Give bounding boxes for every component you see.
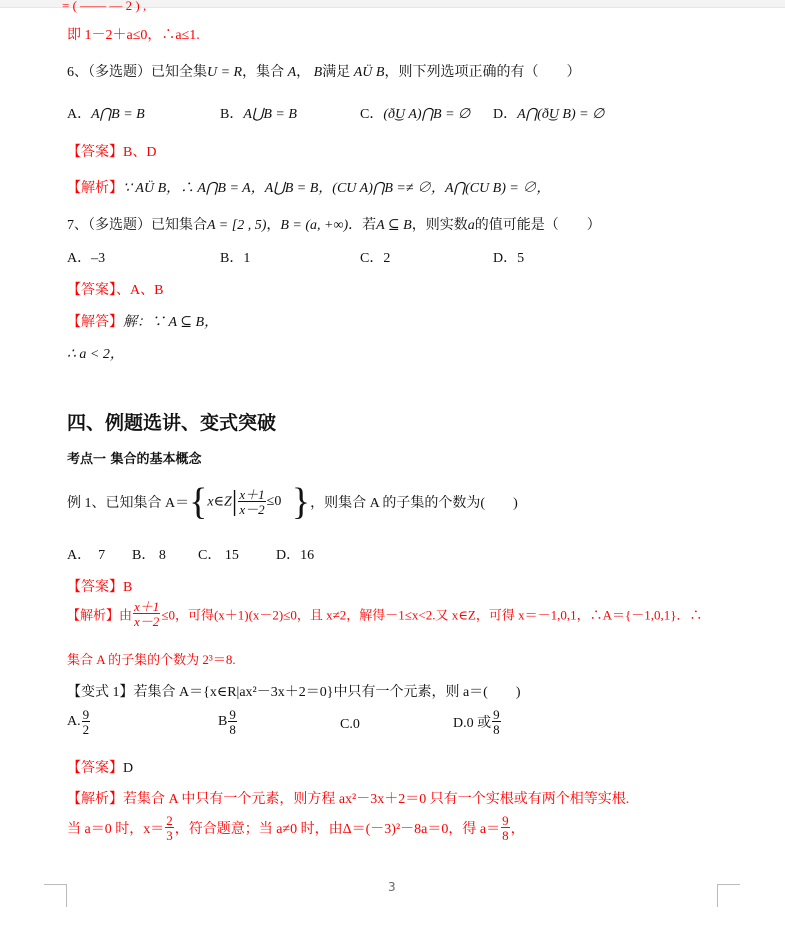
- ex1-stem: 例 1、已知集合 A＝{x∈Z| $\frac{x+1}{x-2}$ ≤0 }，则集合 A 的子集的个数为( ): [67, 481, 518, 523]
- var1-option-c: C.0: [340, 717, 360, 732]
- q6-option-c: C．(ð͜U A)⋂B = ∅: [360, 107, 471, 122]
- var1-analysis: 【解析】若集合 A 中只有一个元素，则方程 ax²－3x＋2＝0 只有一个实根或有两个相等实根.: [67, 792, 630, 807]
- var1-answer: 【答案】D: [67, 761, 134, 776]
- ex1-analysis: 【解析】由 $\frac{x+1}{x-2}$ ≤0，可得(x＋1)(x－2)≤0，且 x≠2，解得－1≤x<2.又 x∈Z，可得 x＝－1,0,1，∴A＝{－1,0,1}．∴: [67, 599, 703, 629]
- var1-option-b: B $\frac{9}{8}$: [218, 707, 236, 737]
- q6-text: ，集合: [242, 65, 285, 80]
- ex1-option-c: C． 15: [198, 548, 239, 563]
- ex1-answer: 【答案】B: [67, 580, 133, 595]
- section-title: 四、例题选讲、变式突破: [67, 412, 277, 434]
- q6-set-b: B: [313, 65, 323, 80]
- q6-analysis: 【解析】∵ AÜ B，∴ A⋂B = A，A⋃B = B，(CU A)⋂B =≠ ∅，A⋂(CU B) = ∅，: [67, 181, 551, 196]
- q7-option-b: B．1: [220, 251, 251, 266]
- margin-corner-left: [44, 884, 67, 907]
- margin-corner-right: [717, 884, 740, 907]
- var1-analysis-line2: 当 a＝0 时，x＝ $\frac{2}{3}$ ，符合题意；当 a≠0 时，由Δ＝(－3)²－8a＝0，得 a＝ $\frac{9}{8}$ ，: [67, 813, 525, 843]
- ex1-option-d: D．16: [276, 548, 315, 563]
- q6-option-b: B．A⋃B = B: [220, 107, 297, 122]
- q7-option-a: A．–3: [67, 251, 106, 266]
- q7-option-c: C．2: [360, 251, 391, 266]
- ex1-option-b: B． 8: [132, 548, 166, 563]
- left-brace: {: [189, 481, 208, 523]
- var1-option-a: A. $\frac{9}{2}$: [67, 707, 90, 737]
- q7-solution-line2: ∴ a < 2，: [67, 347, 124, 362]
- prev-solution-tail: 即 1－2＋a≤0，∴a≤1.: [67, 28, 200, 43]
- ex1-analysis-line2: 集合 A 的子集的个数为 2³＝8.: [67, 652, 236, 667]
- q6-option-d: D．A⋂(ð͜U B) = ∅: [493, 107, 605, 122]
- right-brace: }: [291, 481, 311, 523]
- q6-sep: ，: [296, 65, 311, 80]
- q7-answer: 【答案】、A、B: [67, 283, 164, 298]
- cut-off-formula: = ( —— — 2 ) ,: [62, 0, 147, 13]
- q6-option-a: A．A⋂B = B: [67, 107, 145, 122]
- page-number: 3: [388, 880, 396, 894]
- ex1-option-a: A． 7: [67, 548, 106, 563]
- q6-math-u: U = R: [207, 65, 243, 80]
- q6-answer: 【答案】B、D: [67, 145, 157, 160]
- q7-stem: 7、（多选题）已知集合A = [2 , 5)，B = (a, +∞)．若A ⊆ B，则实数a的值可能是（ ）: [67, 218, 601, 233]
- q6-math-rel: AÜ B: [353, 65, 385, 80]
- q6-stem: [67, 61, 580, 81]
- q7-solution: 【解答】解：∵ A ⊆ B，: [67, 315, 219, 330]
- q7-option-d: D．5: [493, 251, 525, 266]
- var1-stem: 【变式 1】若集合 A＝{x∈R|ax²－3x＋2＝0}中只有一个元素，则 a＝( ): [67, 685, 521, 700]
- q6-text2: 满足: [322, 65, 351, 80]
- q6-set-a: A: [287, 65, 297, 80]
- q6-stem-text: 6、（多选题）已知全集: [67, 65, 207, 80]
- var1-option-d: D.0 或 $\frac{9}{8}$: [453, 707, 500, 737]
- q6-end: ，则下列选项正确的有（ ）: [384, 65, 581, 80]
- section-subtitle: 考点一 集合的基本概念: [67, 452, 202, 467]
